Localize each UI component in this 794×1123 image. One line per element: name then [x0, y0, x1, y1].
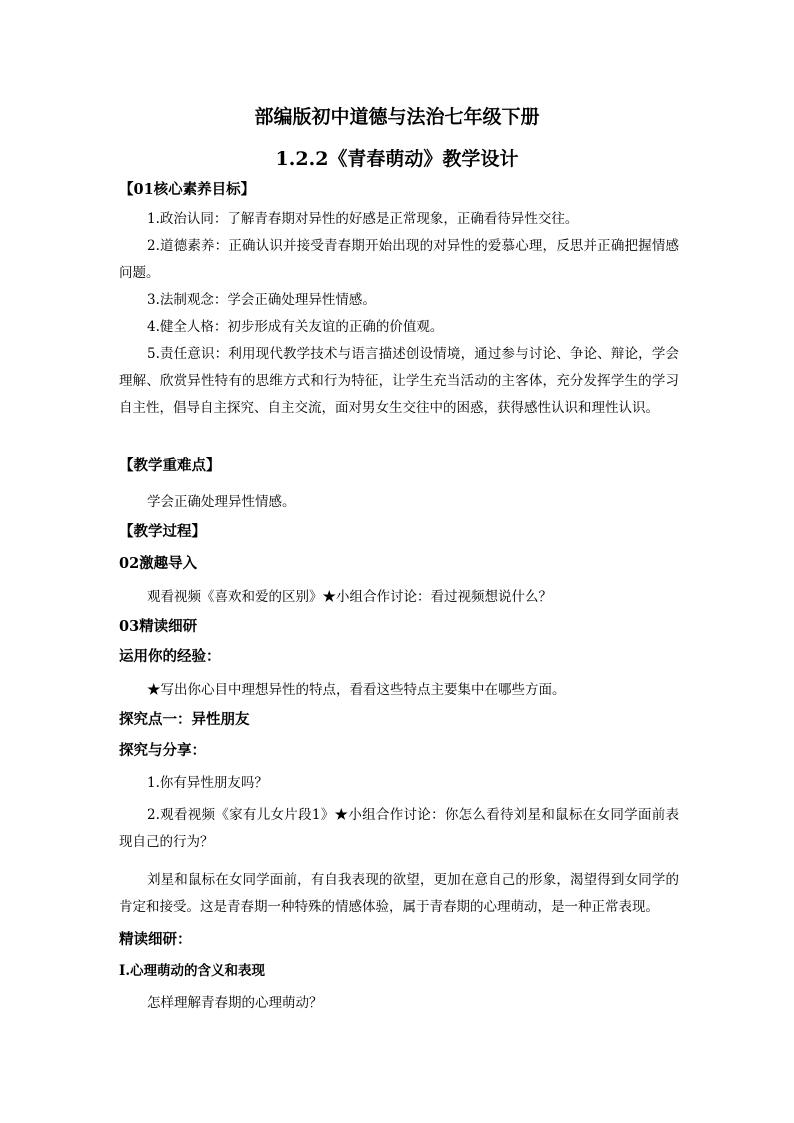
goal-item-3: 3.法制观念：学会正确处理异性情感。: [147, 292, 376, 308]
explore1-heading: 探究点一：异性朋友: [119, 711, 250, 728]
key-points-heading: 【教学重难点】: [119, 457, 221, 474]
share-item-1: 1.你有异性朋友吗？: [147, 775, 268, 791]
goal-item-5: 5.责任意识：利用现代教学技术与语言描述创设情境，通过参与讨论、争论、辩论，学会理解、欣赏异性特有的思维方式和行为特征，让学生充当活动的主客体，充分发挥学生的学习自主性，倡导自主探究、自主交流，面对男女生交往中的困惑，获得感性认识和理性认识。: [119, 346, 679, 416]
share-answer: 刘星和鼠标在女同学面前，有自我表现的欲望，更加在意自己的形象，渴望得到女同学的肯定和接受。这是青春期一种特殊的情感体验，属于青春期的心理萌动，是一种正常表现。: [119, 872, 679, 915]
study-heading: 03精读细研: [119, 618, 198, 635]
share-item-2: 2.观看视频《家有儿女片段1》★小组合作讨论：你怎么看待刘星和鼠标在女同学面前表现自己的行为？: [119, 807, 679, 850]
experience-text: ★写出你心目中理想异性的特点，看看这些特点主要集中在哪些方面。: [147, 682, 566, 698]
deep-study-heading: 精读细研：: [119, 931, 192, 948]
core-goals-heading: 【01核心素养目标】: [119, 181, 256, 198]
sub1-heading: Ⅰ.心理萌动的含义和表现: [119, 963, 266, 979]
experience-heading: 运用你的经验：: [119, 648, 221, 665]
key-points-text: 学会正确处理异性情感。: [147, 494, 296, 510]
process-heading: 【教学过程】: [119, 523, 206, 540]
intro-heading: 02激趣导入: [119, 555, 198, 572]
sub1-question: 怎样理解青春期的心理萌动？: [147, 995, 323, 1011]
goal-item-1: 1.政治认同：了解青春期对异性的好感是正常现象，正确看待异性交往。: [147, 211, 579, 227]
goal-item-2: 2.道德素养：正确认识并接受青春期开始出现的对异性的爱慕心理，反思并正确把握情感问题。: [119, 238, 679, 281]
lesson-title: 1.2.2《青春萌动》教学设计: [275, 148, 519, 170]
goal-item-4: 4.健全人格：初步形成有关友谊的正确的价值观。: [147, 319, 444, 335]
share-heading: 探究与分享：: [119, 742, 206, 759]
document-title: 部编版初中道德与法治七年级下册: [254, 106, 540, 128]
intro-text: 观看视频《喜欢和爱的区别》★小组合作讨论：看过视频想说什么？: [147, 589, 552, 605]
